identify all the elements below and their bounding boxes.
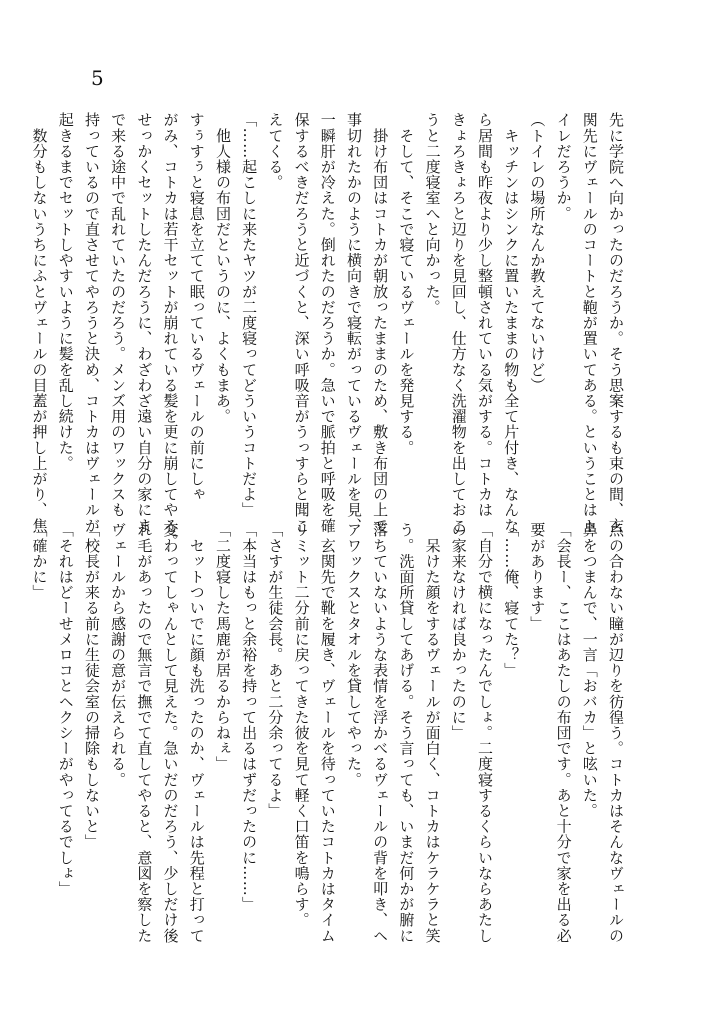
upper-text-block xyxy=(30,112,629,549)
text-line: 変わってしゃんとして見えた。急いだのだろう、少しだけ後 xyxy=(161,522,180,944)
text-line: 一瞬肝が冷えた。倒れたのだろうか。急いで脈拍と呼吸を確 xyxy=(318,112,337,534)
text-line: がみ、コトカは若干セットが崩れている髪を更に崩してやる。 xyxy=(161,112,180,549)
text-line: 数分もしないうちにふとヴェールの目蓋が押し上がり、焦 xyxy=(30,112,49,534)
text-line: 事切れたかのように横向きで寝転がっているヴェールを見、 xyxy=(344,112,363,534)
text-line: 先に学院へ向かったのだろうか。そう思案するも束の間、玄 xyxy=(607,112,625,534)
text-line: れ毛があったので無言で撫でて直してやると、意図を察した xyxy=(135,522,154,944)
text-line: すぅすぅと寝息を立てて眠っているヴェールの前にしゃ xyxy=(187,112,206,502)
text-line: 玄関先で靴を履き、ヴェールを待っていたコトカはタイム xyxy=(318,522,337,944)
text-line: 「確かに」 xyxy=(30,522,49,600)
text-line: 「……俺、寝てた？」 xyxy=(502,522,521,678)
text-line: きょろきょろと辺りを見回し、仕方なく洗濯物を出しておこ xyxy=(449,112,468,534)
text-line: アワックスとタオルを貸してやった。 xyxy=(344,522,363,788)
text-line: 鼻をつまんで、一言「おバカ」と呟いた。 xyxy=(580,522,599,819)
page-number: 5 xyxy=(91,66,104,90)
text-line: 起きるまでセットしやすいように髪を乱し続けた。 xyxy=(56,112,75,471)
text-line: で来る途中で乱れていたのだろう。メンズ用のワックスも xyxy=(109,112,128,518)
text-line: （トイレの場所なんか教えてないけど） xyxy=(528,112,547,393)
text-line: 落ちていないような表情を浮かべるヴェールの背を叩き、ヘ xyxy=(371,522,390,944)
text-line: キッチンはシンクに置いたままの物も全て片付き、なんな xyxy=(502,112,521,534)
text-line: う。洗面所貸してあげる。そう言っても、いまだ何かが腑に xyxy=(397,522,416,944)
text-line: リミット二分前に戻ってきた彼を見て軽く口笛を鳴らす。 xyxy=(292,522,311,928)
text-line: 他人様の布団だというのに、よくもまあ。 xyxy=(213,112,232,424)
text-line: 「それはどーせメロコとヘクシーがやってるでしょ」 xyxy=(56,522,75,897)
text-line: 「……起こしに来たヤツが二度寝ってどういうコトだよ」 xyxy=(240,112,259,518)
text-line: 呆けた顔をするヴェールが面白く、コトカはケラケラと笑 xyxy=(423,522,442,944)
lower-text-block xyxy=(30,522,629,944)
text-line: そして、そこで寝ているヴェールを発見する。 xyxy=(397,112,416,456)
text-line: 「会長ー、ここはあたしの布団です。あと十分で家を出る必 xyxy=(554,522,573,944)
text-line: ヴェールから感謝の意が伝えられる。 xyxy=(109,522,128,788)
text-line: 点の合わない瞳が辺りを彷徨う。コトカはそんなヴェールの xyxy=(607,522,625,944)
text-line: せっかくセットしたんだろうに、わざわざ遠い自分の家にま xyxy=(135,112,154,534)
text-line: 「自分で横になったんでしょ。二度寝するくらいならあたし xyxy=(475,522,494,944)
text-line: の家来なければ良かったのに」 xyxy=(449,522,468,741)
text-line: 持っているので直させてやろうと決め、コトカはヴェールが xyxy=(82,112,101,534)
text-line: 要があります」 xyxy=(528,522,547,632)
text-line: 保するべきだろうと近づくと、深い呼吸音がうっすらと聞こ xyxy=(292,112,311,534)
text-line: 「二度寝した馬鹿が居るからねぇ」 xyxy=(213,522,232,772)
text-line: 「校長が来る前に生徒会室の掃除もしないと」 xyxy=(82,522,101,850)
text-line: 「本当はもっと余裕を持って出るはずだったのに……」 xyxy=(240,522,259,912)
text-line: イレだろうか。 xyxy=(554,112,573,222)
text-line: ら居間も昨夜より少し整頓されている気がする。コトカは xyxy=(475,112,494,518)
text-line: セットついでに顔も洗ったのか、ヴェールは先程と打って xyxy=(187,522,206,944)
text-line: 「さすが生徒会長。あと二分余ってるよ」 xyxy=(266,522,285,819)
text-line: えてくる。 xyxy=(266,112,285,190)
text-line: 関先にヴェールのコートと鞄が置いてある。ということはト xyxy=(580,112,599,534)
text-line: 掛け布団はコトカが朝放ったままのため、敷き布団の上で xyxy=(371,112,390,534)
text-line: うと二度寝室へと向かった。 xyxy=(423,112,442,315)
